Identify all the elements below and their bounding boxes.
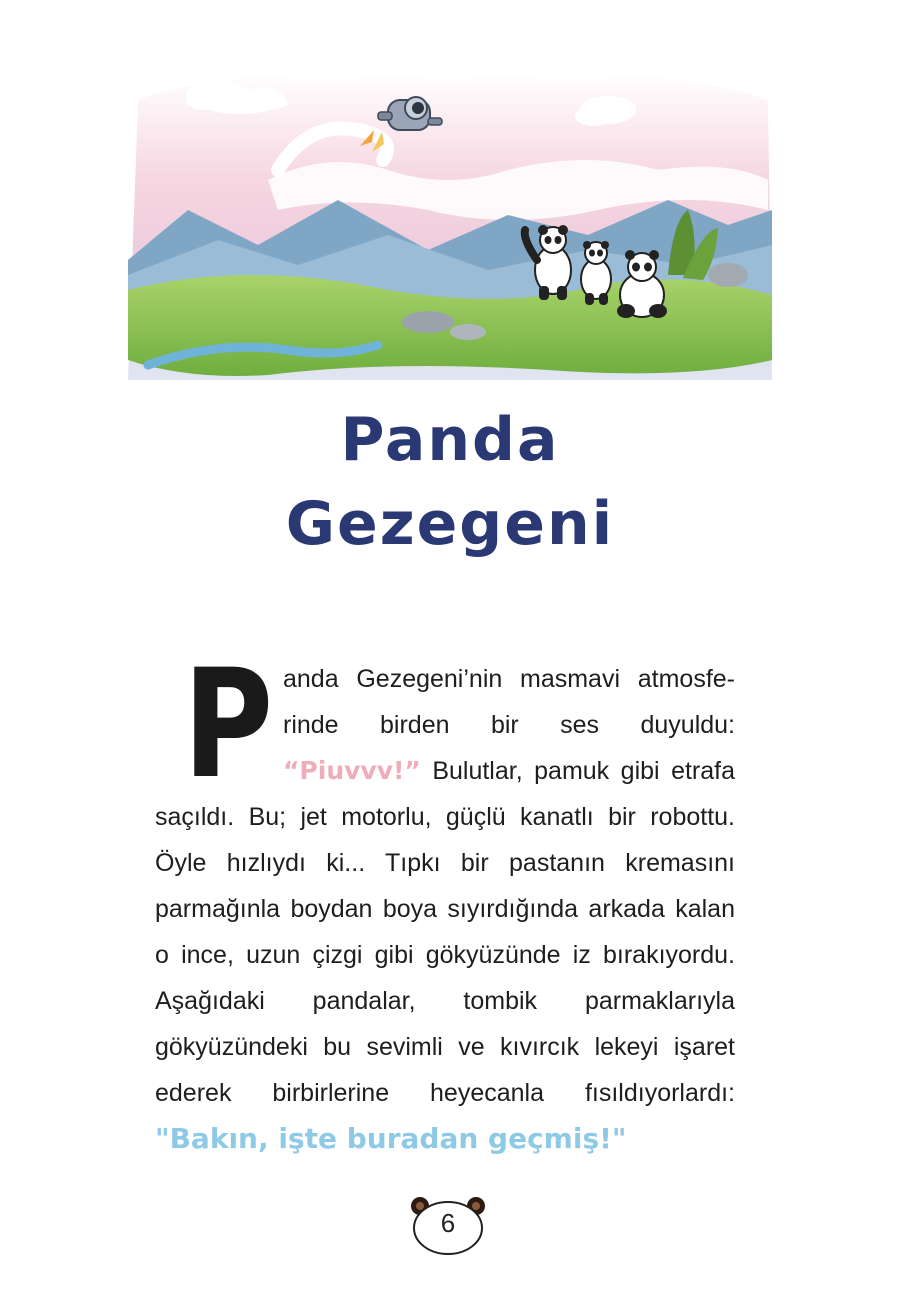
panda-2 [581, 241, 611, 305]
page-number: 6 [440, 1208, 456, 1238]
drop-cap: P [183, 638, 274, 812]
rock [402, 311, 454, 333]
story-paragraph [155, 638, 735, 1163]
story-illustration [128, 60, 772, 380]
pandas-quote: "Bakın, işte buradan geçmiş!" [155, 1122, 627, 1155]
chapter-title-line-2: Gezegeni [285, 489, 615, 559]
sound-effect-exclamation: “Piuvvv!” [283, 756, 421, 785]
chapter-title [0, 398, 900, 566]
page-number-badge [406, 1194, 490, 1258]
story-text-2: Bulutlar, pamuk gibi etrafa saçıldı. Bu; jet motorlu, güçlü kanatlı bir robottu. Öyle hızlıydı ki... Tıpkı bir pastanın kremasını parmağınla boydan boya sıyırdığında arkada kalan o ince, uzun çizgi gibi gökyüzünde iz bırakıyordu. Aşağıdaki pandalar, tombik parmaklarıyla gökyüzündeki bu sevimli ve kıvırcık lekeyi işaret ederek birbirlerine heyecanla fısıldıyorlardı: [155, 757, 735, 1107]
story-text-1: anda Gezegeni’nin masmavi atmosferinde birden bir ses duyuldu: [283, 665, 735, 739]
chapter-title-line-1: Panda [340, 405, 560, 475]
